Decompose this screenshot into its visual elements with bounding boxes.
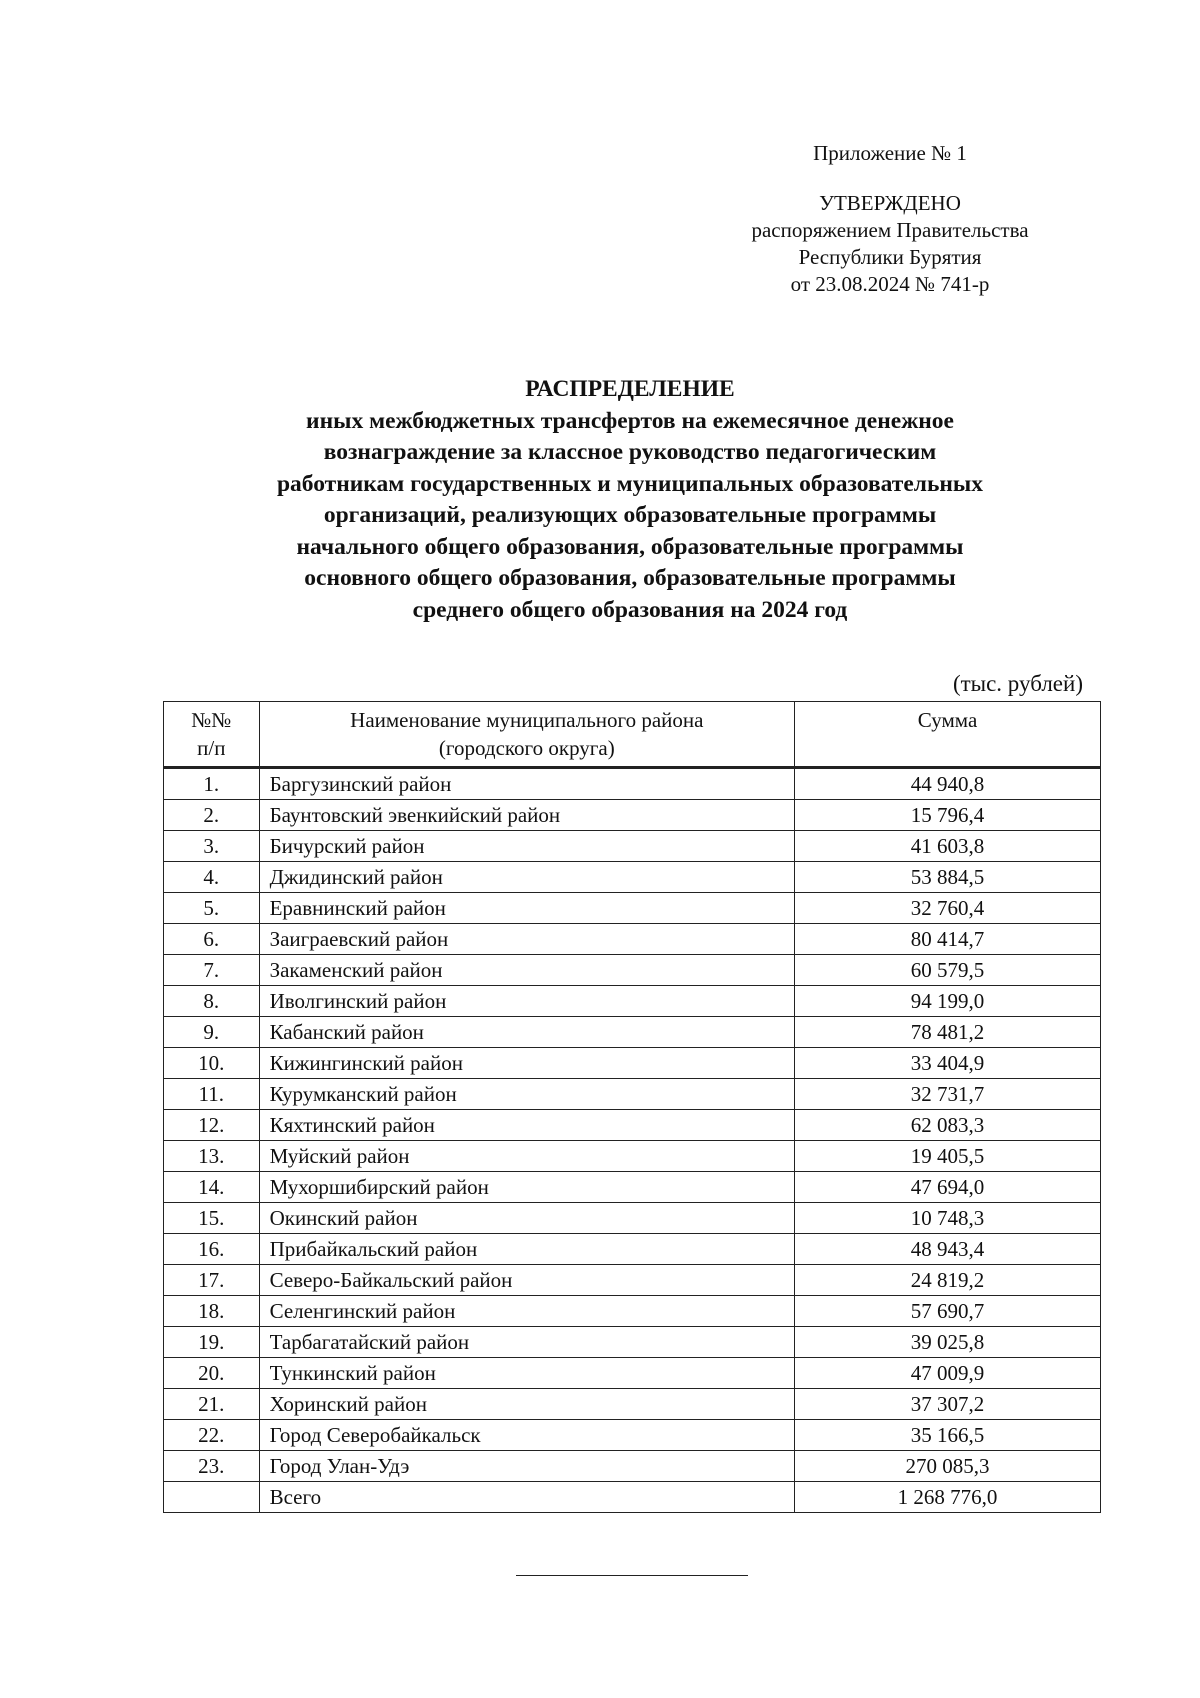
table-row: [164, 1172, 1101, 1203]
row-district: Окинский район: [259, 1203, 794, 1234]
table-row: [164, 1110, 1101, 1141]
row-district: Курумканский район: [259, 1079, 794, 1110]
row-number: 4.: [164, 862, 260, 893]
row-district: Кяхтинский район: [259, 1110, 794, 1141]
unit-note: (тыс. рублей): [952, 671, 1083, 696]
total-row: [164, 1482, 1101, 1513]
row-sum: 15 796,4: [795, 800, 1101, 831]
row-district: Заиграевский район: [259, 924, 794, 955]
row-number: 2.: [164, 800, 260, 831]
row-district: Джидинский район: [259, 862, 794, 893]
row-district: Северо-Байкальский район: [259, 1265, 794, 1296]
table-row: [164, 1389, 1101, 1420]
row-number: 8.: [164, 986, 260, 1017]
row-sum: 47 694,0: [795, 1172, 1101, 1203]
table-row: [164, 1017, 1101, 1048]
row-sum: 270 085,3: [795, 1451, 1101, 1482]
approval-authority: распоряжением Правительства: [751, 218, 1029, 242]
row-district: Еравнинский район: [259, 893, 794, 924]
row-sum: 57 690,7: [795, 1296, 1101, 1327]
row-number: 19.: [164, 1327, 260, 1358]
row-district: Город Северобайкальск: [259, 1420, 794, 1451]
table-row: [164, 893, 1101, 924]
row-sum: 24 819,2: [795, 1265, 1101, 1296]
appendix-label: Приложение № 1: [813, 141, 967, 165]
row-sum: 94 199,0: [795, 986, 1101, 1017]
row-district: Иволгинский район: [259, 986, 794, 1017]
total-label: Всего: [259, 1482, 794, 1513]
table-body: [164, 768, 1101, 1513]
row-number: 14.: [164, 1172, 260, 1203]
table-row: [164, 768, 1101, 800]
row-number: 3.: [164, 831, 260, 862]
row-number: 6.: [164, 924, 260, 955]
distribution-table: [163, 701, 1101, 1513]
row-district: Муйский район: [259, 1141, 794, 1172]
row-sum: 60 579,5: [795, 955, 1101, 986]
row-sum: 32 760,4: [795, 893, 1101, 924]
table-row: [164, 1296, 1101, 1327]
table-row: [164, 1048, 1101, 1079]
row-number: 23.: [164, 1451, 260, 1482]
row-sum: 39 025,8: [795, 1327, 1101, 1358]
row-sum: 48 943,4: [795, 1234, 1101, 1265]
row-sum: 37 307,2: [795, 1389, 1101, 1420]
row-district: Кабанский район: [259, 1017, 794, 1048]
row-number: 11.: [164, 1079, 260, 1110]
row-number: 10.: [164, 1048, 260, 1079]
row-number: 17.: [164, 1265, 260, 1296]
approved-stamp: УТВЕРЖДЕНО: [819, 191, 961, 215]
header-sum: Сумма: [795, 702, 1101, 768]
title-line: вознаграждение за классное руководство педагогическим: [323, 439, 937, 465]
row-number: 7.: [164, 955, 260, 986]
table-row: [164, 986, 1101, 1017]
document-title: [150, 374, 1110, 626]
row-sum: 41 603,8: [795, 831, 1101, 862]
row-district: Тарбагатайский район: [259, 1327, 794, 1358]
row-sum: 53 884,5: [795, 862, 1101, 893]
approval-block: [730, 140, 1050, 298]
row-district: Баргузинский район: [259, 768, 794, 800]
row-number: 15.: [164, 1203, 260, 1234]
row-district: Мухоршибирский район: [259, 1172, 794, 1203]
title-line: иных межбюджетных трансфертов на ежемесячное денежное: [306, 407, 954, 434]
title-line: основного общего образования, образовательные программы: [304, 565, 956, 591]
row-district: Бичурский район: [259, 831, 794, 862]
table-row: [164, 1234, 1101, 1265]
row-number: 22.: [164, 1420, 260, 1451]
row-district: Город Улан-Удэ: [259, 1451, 794, 1482]
row-number: 18.: [164, 1296, 260, 1327]
table-row: [164, 1451, 1101, 1482]
row-sum: 47 009,9: [795, 1358, 1101, 1389]
row-sum: 10 748,3: [795, 1203, 1101, 1234]
row-number: 12.: [164, 1110, 260, 1141]
table-row: [164, 831, 1101, 862]
row-number: 21.: [164, 1389, 260, 1420]
total-sum: 1 268 776,0: [795, 1482, 1101, 1513]
row-district: Кижингинский район: [259, 1048, 794, 1079]
row-sum: 32 731,7: [795, 1079, 1101, 1110]
row-number: 1.: [164, 768, 260, 800]
row-sum: 19 405,5: [795, 1141, 1101, 1172]
row-sum: 35 166,5: [795, 1420, 1101, 1451]
row-number: 9.: [164, 1017, 260, 1048]
table-row: [164, 955, 1101, 986]
row-sum: 44 940,8: [795, 768, 1101, 800]
table-row: [164, 1358, 1101, 1389]
row-sum: 80 414,7: [795, 924, 1101, 955]
title-line: организаций, реализующих образовательные программы: [323, 502, 937, 528]
row-sum: 78 481,2: [795, 1017, 1101, 1048]
row-district: Прибайкальский район: [259, 1234, 794, 1265]
title-line: начального общего образования, образовательные программы: [296, 533, 964, 560]
row-number: 13.: [164, 1141, 260, 1172]
title-line: работникам государственных и муниципальных образовательных: [276, 470, 984, 497]
footer-divider: [516, 1575, 748, 1576]
row-district: Хоринский район: [259, 1389, 794, 1420]
table-row: [164, 1265, 1101, 1296]
row-sum: 62 083,3: [795, 1110, 1101, 1141]
row-number: 16.: [164, 1234, 260, 1265]
table-header-row: [164, 702, 1101, 768]
approval-date-number: от 23.08.2024 № 741-р: [790, 272, 990, 296]
table-row: [164, 1079, 1101, 1110]
title-heading: РАСПРЕДЕЛЕНИЕ: [525, 376, 735, 402]
table-row: [164, 800, 1101, 831]
title-line: среднего общего образования на 2024 год: [412, 596, 848, 623]
row-sum: 33 404,9: [795, 1048, 1101, 1079]
row-number: 20.: [164, 1358, 260, 1389]
table-row: [164, 1203, 1101, 1234]
table-row: [164, 924, 1101, 955]
header-number: №№ п/п: [164, 702, 260, 768]
row-number: 5.: [164, 893, 260, 924]
row-district: Тункинский район: [259, 1358, 794, 1389]
table-row: [164, 1420, 1101, 1451]
table-row: [164, 1327, 1101, 1358]
row-district: Закаменский район: [259, 955, 794, 986]
table-row: [164, 1141, 1101, 1172]
table-row: [164, 862, 1101, 893]
approval-republic: Республики Бурятия: [798, 245, 982, 269]
row-district: Селенгинский район: [259, 1296, 794, 1327]
row-district: Баунтовский эвенкийский район: [259, 800, 794, 831]
header-district-name: Наименование муниципального района (городского округа): [259, 702, 794, 768]
total-number: [164, 1482, 260, 1513]
